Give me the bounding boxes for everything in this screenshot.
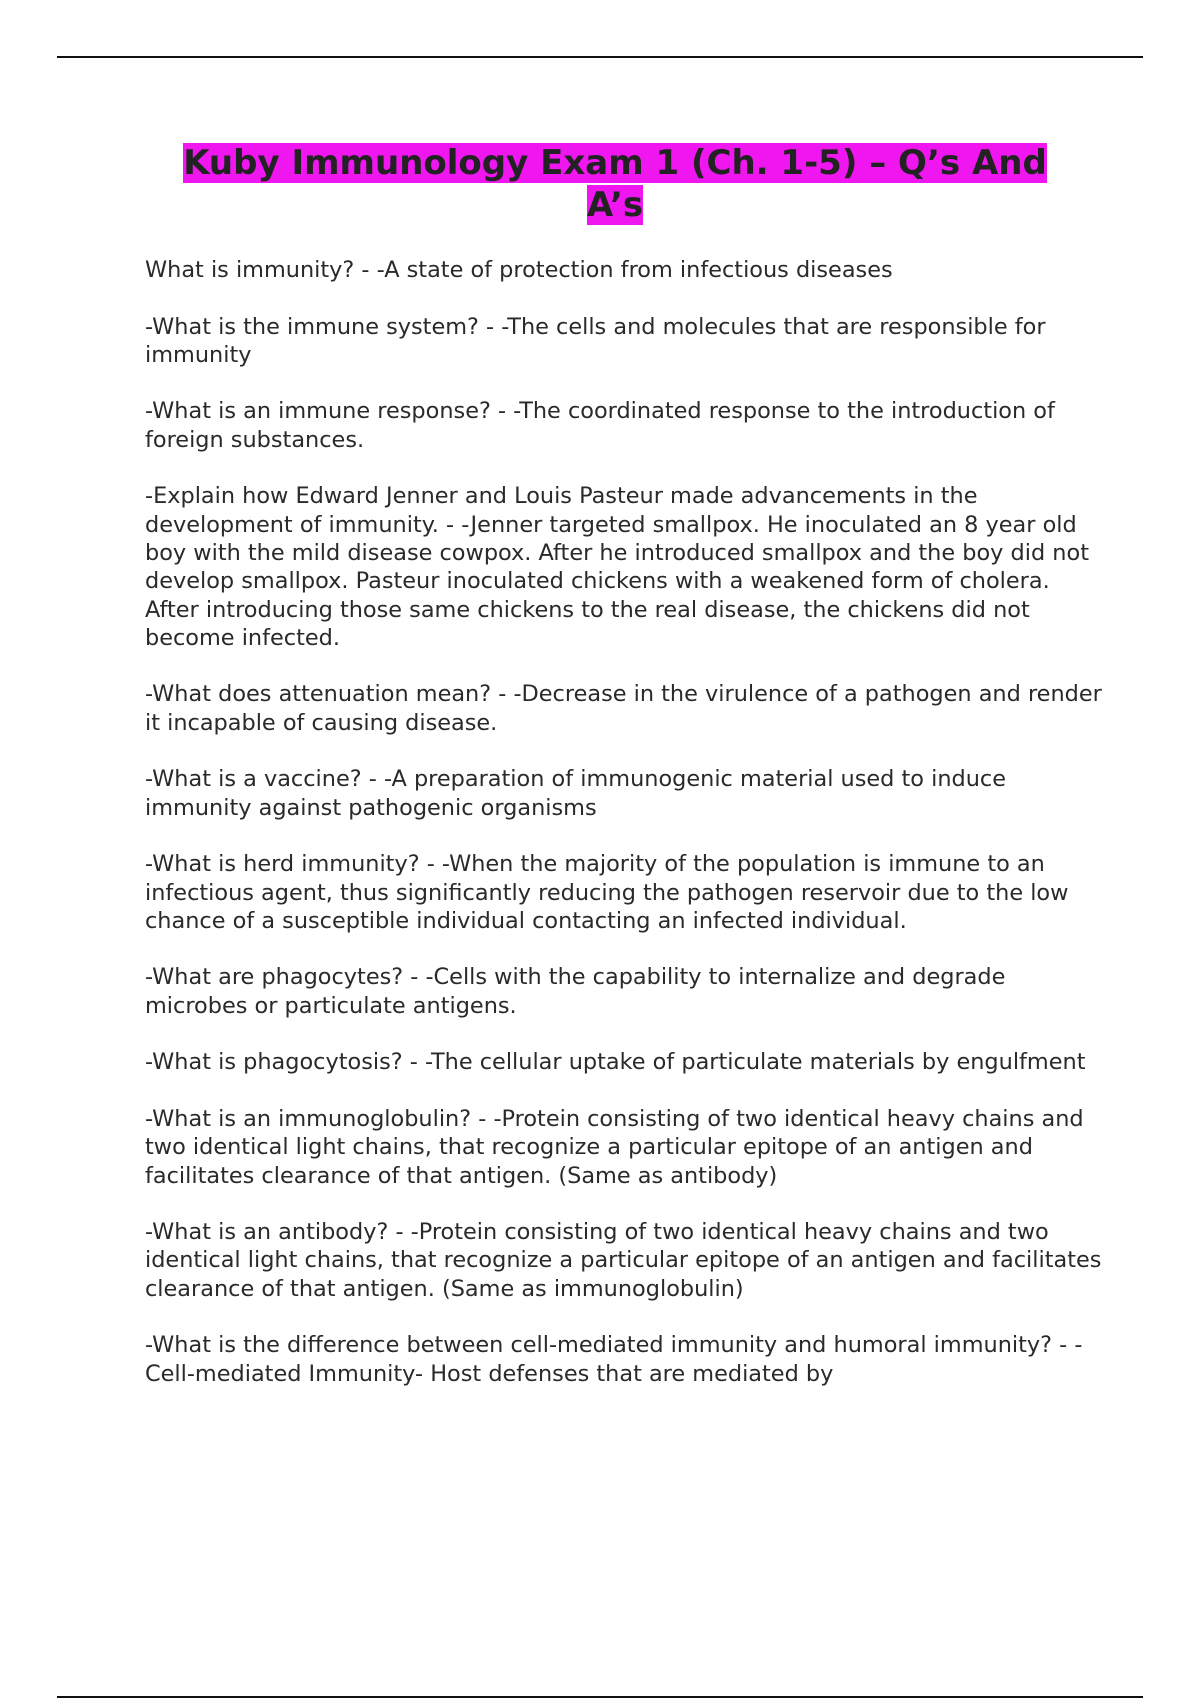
qa-entry-herd-immunity: -What is herd immunity? - -When the majority of the population is immune to an infectious agent, thus significantly reducing the pathogen reservoir due to the low chance of a susceptible individual contacting an infected individual. bbox=[145, 851, 1069, 934]
qa-entry-antibody: -What is an antibody? - -Protein consisting of two identical heavy chains and two identical light chains, that recognize a particular epitope of an antigen and facilitates clearance of that antigen. (Same as immunoglobulin) bbox=[145, 1219, 1102, 1302]
qa-entry-vaccine: -What is a vaccine? - -A preparation of immunogenic material used to induce immunity against pathogenic organisms bbox=[145, 766, 1007, 821]
qa-entry-phagocytosis: -What is phagocytosis? - -The cellular uptake of particulate materials by engulfment bbox=[145, 1049, 1086, 1076]
qa-entry-phagocytes: -What are phagocytes? - -Cells with the capability to internalize and degrade microbes or particulate antigens. bbox=[145, 964, 1006, 1019]
qa-entry-immune-response: -What is an immune response? - -The coordinated response to the introduction of foreign substances. bbox=[145, 398, 1055, 453]
document-title bbox=[150, 142, 1080, 226]
qa-entry-cell-mediated-vs-humoral: -What is the difference between cell-mediated immunity and humoral immunity? - -Cell-mediated Immunity- Host defenses that are mediated by bbox=[145, 1332, 1083, 1387]
qa-entry-immune-system: -What is the immune system? - -The cells and molecules that are responsible for immunity bbox=[145, 313, 1046, 368]
footer-rule bbox=[57, 1696, 1143, 1698]
qa-list bbox=[145, 256, 1105, 1416]
qa-entry-attenuation: -What does attenuation mean? - -Decrease in the virulence of a pathogen and render it incapable of causing disease. bbox=[145, 681, 1102, 736]
qa-entry-immunity: What is immunity? - -A state of protection from infectious diseases bbox=[145, 257, 893, 283]
document-title-text: Kuby Immunology Exam 1 (Ch. 1-5) – Q’s And A’s bbox=[183, 143, 1047, 225]
header-rule bbox=[57, 56, 1143, 58]
qa-entry-immunoglobulin: -What is an immunoglobulin? - -Protein consisting of two identical heavy chains and two identical light chains, that recognize a particular epitope of an antigen and facilitates clearance of that antigen. (Same as antibody) bbox=[145, 1105, 1084, 1189]
qa-entry-jenner-pasteur: -Explain how Edward Jenner and Louis Pasteur made advancements in the development of immunity. - -Jenner targeted smallpox. He inoculated an 8 year old boy with the mild disease cowpox. After he introduced smallpox and the boy did not develop smallpox. Pasteur inoculated chickens with a weakened form of cholera. After introducing those same chickens to the real disease, the chickens did not become infected. bbox=[145, 483, 1089, 651]
